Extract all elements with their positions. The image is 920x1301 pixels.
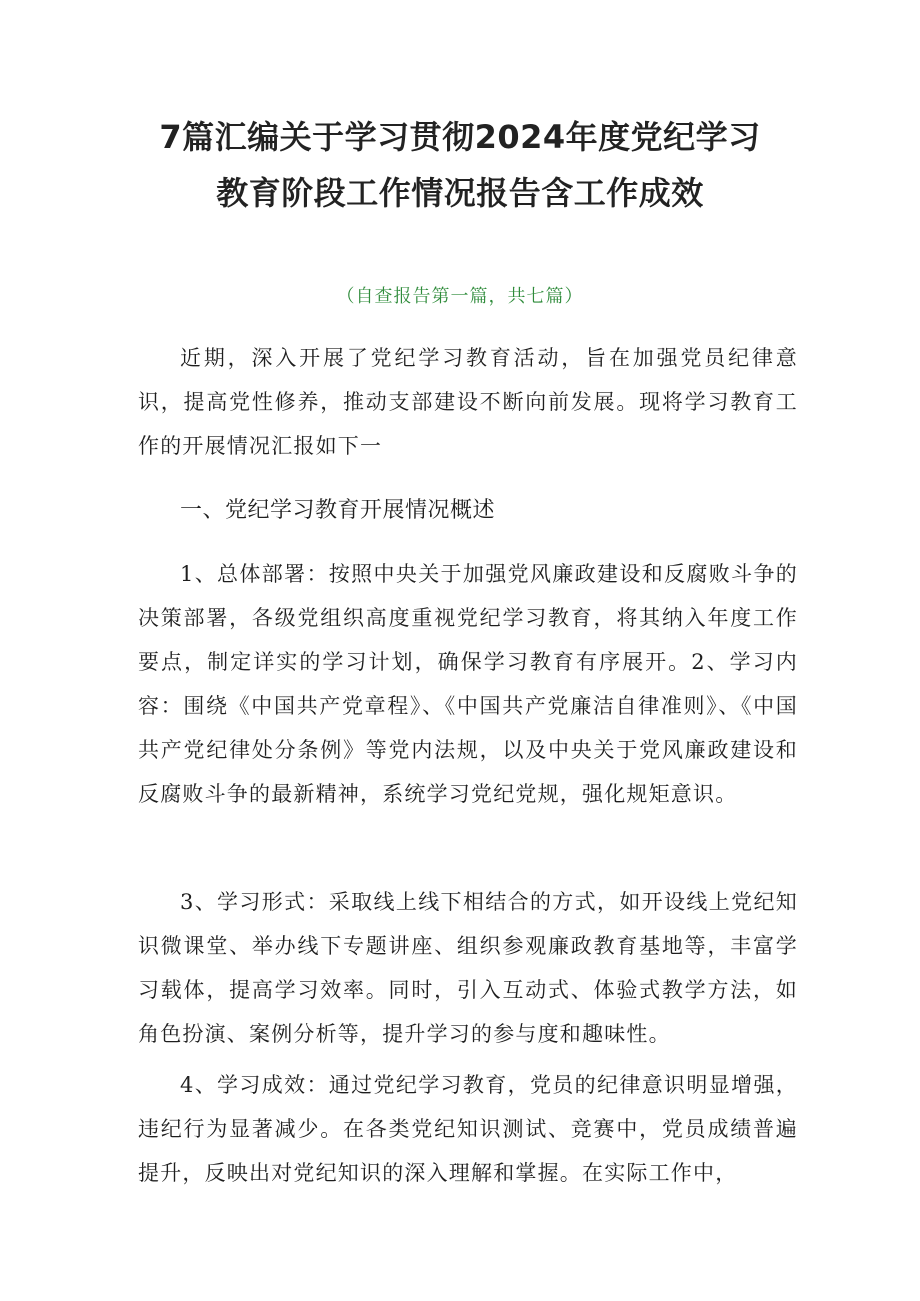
document-subtitle: （自查报告第一篇，共七篇）	[336, 286, 584, 307]
document-title-line1: 7篇汇编关于学习贯彻2024年度党纪学习	[159, 118, 761, 156]
section-heading: 一、党纪学习教育开展情况概述	[180, 498, 496, 523]
paragraph-learning-results: 4、学习成效：通过党纪学习教育，党员的纪律意识明显增强，违纪行为显著减少。在各类党纪知识测试、竞赛中，党员成绩普遍提升，反映出对党纪知识的深入理解和掌握。在实际工作中，	[138, 1073, 798, 1185]
paragraph-learning-form: 3、学习形式：采取线上线下相结合的方式，如开设线上党纪知识微课堂、举办线下专题讲座、组织参观廉政教育基地等，丰富学习载体，提高学习效率。同时，引入互动式、体验式教学方法，如角色扮演、案例分析等，提升学习的参与度和趣味性。	[138, 890, 798, 1046]
intro-paragraph: 近期，深入开展了党纪学习教育活动，旨在加强党员纪律意识，提高党性修养，推动支部建设不断向前发展。现将学习教育工作的开展情况汇报如下一	[138, 346, 798, 458]
document-title-line2: 教育阶段工作情况报告含工作成效	[216, 174, 704, 212]
paragraph-overall-deployment: 1、总体部署：按照中央关于加强党风廉政建设和反腐败斗争的决策部署，各级党组织高度重视党纪学习教育，将其纳入年度工作要点，制定详实的学习计划，确保学习教育有序展开。2、学习内容：围绕《中国共产党章程》、《中国共产党廉洁自律准则》、《中国共产党纪律处分条例》等党内法规，以及中央关于党风廉政建设和反腐败斗争的最新精神，系统学习党纪党规，强化规矩意识。	[138, 562, 798, 806]
